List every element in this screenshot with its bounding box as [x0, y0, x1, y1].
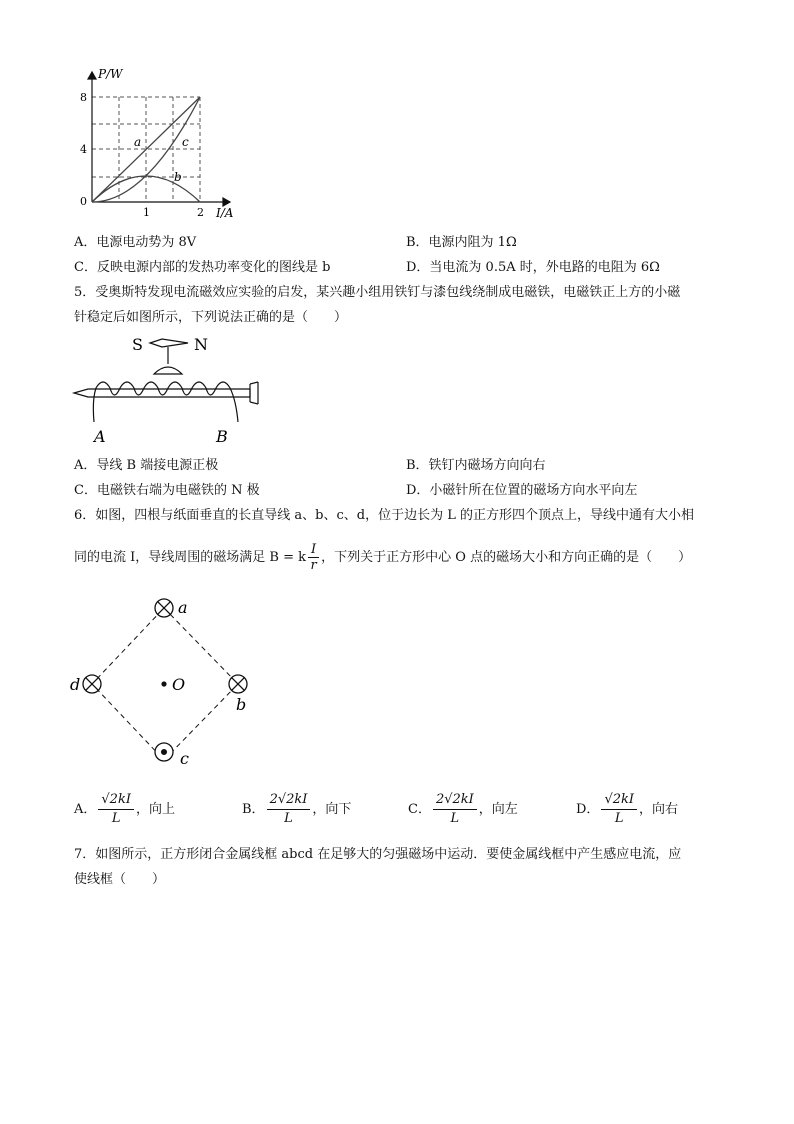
q4-option-a: A．电源电动势为 8V: [74, 235, 197, 250]
curve-label-c: c: [182, 135, 189, 149]
q7-stem-line2: 使线框（ ）: [74, 872, 166, 887]
label-d: d: [70, 675, 81, 694]
label-o: O: [172, 675, 186, 694]
option-fraction: [267, 791, 311, 828]
q5-option-d: D．小磁针所在位置的磁场方向水平向左: [406, 483, 638, 498]
q5-stem-line2: 针稳定后如图所示，下列说法正确的是（ ）: [74, 310, 348, 325]
option-direction: ，向上: [135, 802, 175, 817]
formula-denominator: r: [310, 558, 317, 573]
option-letter: D．: [576, 802, 600, 817]
fraction-denominator: L: [111, 811, 121, 826]
q5-option-a: A．导线 B 端接电源正极: [74, 458, 219, 473]
coil-wire: [93, 382, 238, 422]
x-axis-label: I/A: [216, 206, 234, 220]
fraction-numerator: 2√2kI: [433, 791, 477, 810]
q5-option-c: C．电磁铁右端为电磁铁的 N 极: [74, 483, 260, 498]
fraction-numerator: 2√2kI: [267, 791, 311, 810]
q4-option-b: B．电源内阻为 1Ω: [406, 235, 517, 250]
option-direction: ，向下: [312, 802, 352, 817]
q6-stem-pre: 同的电流 I，导线周围的磁场满足 B = k: [74, 550, 306, 565]
q4-option-c: C．反映电源内部的发热功率变化的图线是 b: [74, 260, 331, 275]
wire-c-dot-icon: [155, 743, 173, 761]
wire-d-cross-icon: [83, 675, 101, 693]
wire-b-cross-icon: [229, 675, 247, 693]
fraction-denominator: L: [450, 811, 460, 826]
q6-option-d: [576, 790, 678, 830]
option-fraction: [433, 791, 477, 828]
y-axis-label: P/W: [98, 67, 123, 81]
option-fraction: [601, 791, 637, 828]
option-letter: A．: [74, 802, 97, 817]
label-c: c: [180, 749, 189, 768]
curve-label-a: a: [134, 135, 142, 149]
curve-label-b: b: [174, 170, 182, 184]
q6-option-b: [242, 790, 351, 830]
wire-end-a: A: [94, 427, 106, 446]
electromagnet-figure: [70, 330, 270, 450]
fraction-denominator: L: [284, 811, 293, 826]
wire-a-cross-icon: [155, 599, 173, 617]
x-tick-label: 2: [197, 206, 204, 219]
label-b: b: [236, 695, 247, 714]
q6-option-a: [74, 790, 175, 830]
x-tick-label: 1: [143, 206, 150, 219]
option-direction: ，向右: [639, 802, 679, 817]
q6-option-c: [408, 790, 518, 830]
center-point-o: [161, 681, 166, 686]
formula-fraction: [308, 542, 319, 573]
y-tick-label: 4: [80, 143, 87, 156]
fraction-numerator: √2kI: [98, 791, 134, 810]
option-fraction: [98, 791, 134, 828]
q5-option-b: B．铁钉内磁场方向向右: [406, 458, 546, 473]
power-current-graph: [70, 60, 260, 220]
fraction-denominator: L: [614, 811, 624, 826]
needle-label-n: N: [194, 335, 208, 354]
square-wires-figure: [60, 592, 280, 782]
label-a: a: [178, 598, 188, 617]
y-tick-label: 8: [80, 91, 87, 104]
q5-stem-line1: 5．受奥斯特发现电流磁效应实验的启发，某兴趣小组用铁钉与漆包线绕制成电磁铁，电磁铁正上方的小磁: [74, 285, 681, 300]
y-tick-label: 0: [80, 195, 87, 208]
q6-stem-line1: 6．如图，四根与纸面垂直的长直导线 a、b、c、d，位于边长为 L 的正方形四个顶点上，导线中通有大小相: [74, 508, 694, 523]
q6-stem-line2: [74, 540, 691, 576]
q4-option-d: D．当电流为 0.5A 时，外电路的电阻为 6Ω: [406, 260, 660, 275]
fraction-numerator: √2kI: [601, 791, 637, 810]
q7-stem-line1: 7．如图所示，正方形闭合金属线框 abcd 在足够大的匀强磁场中运动．要使金属线框中产生感应电流，应: [74, 847, 682, 862]
option-direction: ，向左: [478, 802, 518, 817]
needle-label-s: S: [132, 335, 143, 354]
option-letter: B．: [242, 802, 265, 817]
option-letter: C．: [408, 802, 431, 817]
q6-stem-post: ，下列关于正方形中心 O 点的磁场大小和方向正确的是（ ）: [321, 550, 692, 565]
compass-needle: [150, 339, 188, 374]
formula-numerator: I: [308, 542, 319, 558]
wire-end-b: B: [216, 427, 228, 446]
